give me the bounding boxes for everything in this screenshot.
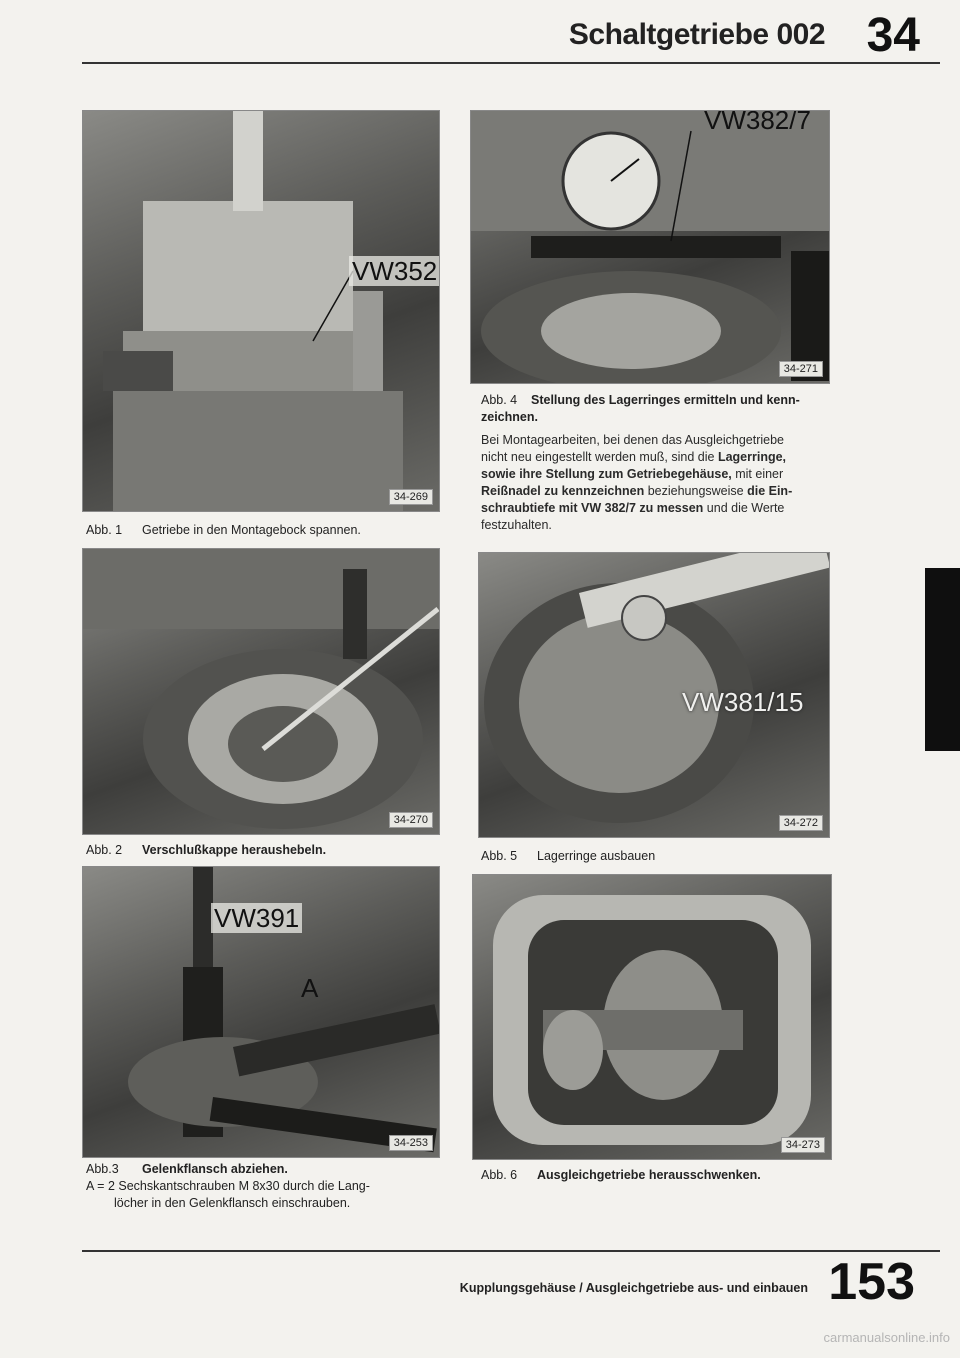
figure-abb4-caption xyxy=(481,392,841,426)
figure-abb1-photo xyxy=(82,110,440,512)
note-key: A xyxy=(86,1179,94,1193)
body-line-4a: Reißnadel zu kennzeichnen xyxy=(481,484,645,498)
figure-abb4-photo xyxy=(470,110,830,384)
figure-code: 34-271 xyxy=(779,361,823,377)
figure-code: 34-253 xyxy=(389,1135,433,1151)
caption-text: Gelenkflansch abziehen. xyxy=(142,1162,288,1176)
body-line-1: Bei Montagearbeiten, bei denen das Ausgleichgetriebe xyxy=(481,433,784,447)
figure-abb2-caption xyxy=(86,842,326,859)
body-line-6: festzuhalten. xyxy=(481,518,552,532)
body-line-2b: Lagerringe, xyxy=(717,450,787,464)
procedure-paragraph xyxy=(481,432,841,534)
figure-code: 34-270 xyxy=(389,812,433,828)
body-line-5a: schraubtiefe mit VW 382/7 zu messen xyxy=(481,501,704,515)
caption-number: Abb. 6 xyxy=(481,1168,518,1182)
body-line-4b: beziehungsweise xyxy=(644,484,748,498)
note-line-2: löcher in den Gelenkflansch einschrauben. xyxy=(114,1196,351,1210)
section-thumb-tab xyxy=(925,568,960,751)
caption-text: Ausgleichgetriebe herausschwenken. xyxy=(537,1168,761,1182)
dial-gauge-illustration xyxy=(471,111,829,383)
cap-prying-illustration xyxy=(83,549,439,834)
chapter-number: 34 xyxy=(866,9,920,62)
figure-abb5-caption xyxy=(481,848,655,865)
body-line-3a: sowie ihre Stellung zum Getriebegehäuse, xyxy=(481,467,732,481)
figure-abb1-caption xyxy=(86,522,361,539)
figure-code: 34-273 xyxy=(781,1137,825,1153)
figure-abb6-photo xyxy=(472,874,832,1160)
chapter-title: Schaltgetriebe 002 xyxy=(568,18,825,51)
page-number: 153 xyxy=(828,1253,915,1311)
differential-removal-illustration xyxy=(473,875,831,1159)
figure-abb2-photo xyxy=(82,548,440,835)
caption-number: Abb. 2 xyxy=(86,843,123,857)
figure-abb3-caption xyxy=(86,1161,446,1212)
figure-code: 34-269 xyxy=(389,489,433,505)
footer-section-title: Kupplungsgehäuse / Ausgleichgetriebe aus- und einbauen xyxy=(459,1281,808,1295)
caption-text: Lagerringe ausbauen xyxy=(537,849,656,863)
caption-number: Abb.3 xyxy=(86,1162,119,1176)
body-line-4c: die Ein- xyxy=(747,484,793,498)
caption-text: Getriebe in den Montagebock spannen. xyxy=(142,523,361,537)
body-line-2a: nicht neu eingestellt werden muß, sind die xyxy=(481,450,718,464)
watermark: carmanualsonline.info xyxy=(823,1330,950,1345)
caption-text-2: zeichnen. xyxy=(481,410,538,424)
note-line-1: 2 Sechskantschrauben M 8x30 durch die Lang- xyxy=(107,1179,370,1193)
figure-abb6-caption xyxy=(481,1167,761,1184)
body-line-5b: und die Werte xyxy=(703,501,785,515)
header-rule xyxy=(82,62,940,64)
note-eq: = xyxy=(97,1179,105,1193)
tool-label-vw391: VW391 xyxy=(211,903,302,933)
body-line-3b: mit einer xyxy=(731,467,784,481)
tool-label-vw352: VW352 xyxy=(349,256,440,286)
caption-number: Abb. 1 xyxy=(86,523,123,537)
caption-number: Abb. 5 xyxy=(481,849,518,863)
caption-text: Verschlußkappe heraushebeln. xyxy=(142,843,327,857)
caption-number: Abb. 4 xyxy=(481,393,518,407)
tool-label-vw382-7: VW382/7 xyxy=(704,110,811,135)
figure-abb3-photo xyxy=(82,866,440,1158)
tool-label-a: A xyxy=(301,973,319,1003)
figure-abb5-photo xyxy=(478,552,830,838)
tool-label-vw381-15: VW381/15 xyxy=(682,687,804,717)
footer-rule xyxy=(82,1250,940,1252)
gearbox-mount-illustration xyxy=(83,111,439,511)
figure-code: 34-272 xyxy=(779,815,823,831)
caption-text: Stellung des Lagerringes ermitteln und kenn- xyxy=(531,393,800,407)
